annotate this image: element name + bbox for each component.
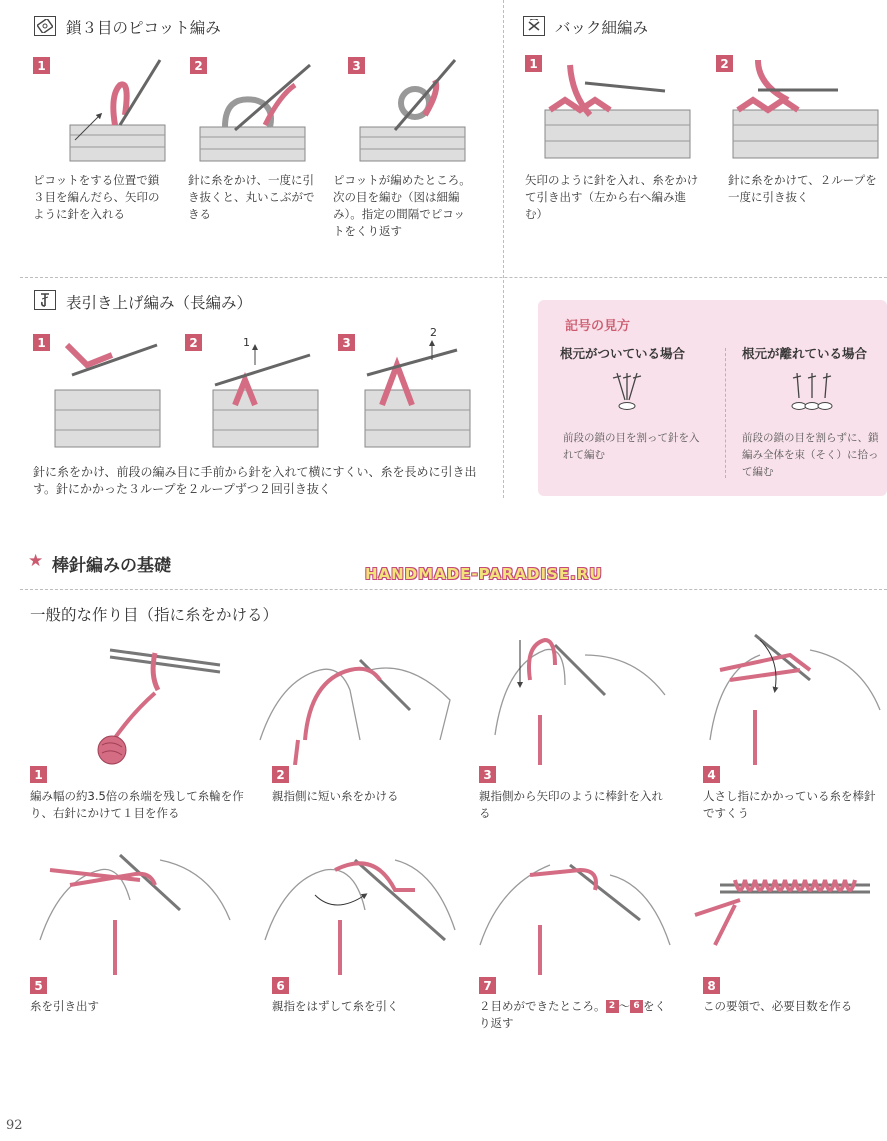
knit-step-1-number: 1 [30,766,47,783]
front-post-title: 表引き上げ編み（長編み） [66,294,253,312]
symbol-guide-right-heading: 根元が離れている場合 [742,346,868,361]
knit-step-7-range-to: 6 [630,1000,643,1013]
picot-step-2-illustration [195,55,315,165]
front-post-step-3-number: 3 [338,334,355,351]
knit-step-1-caption: 編み幅の約3.5倍の糸端を残して糸輪を作り、右針にかけて１目を作る [30,789,244,820]
page-number: 92 [6,1118,23,1133]
front-post-step-3-illustration [362,335,472,450]
knit-step-4-number: 4 [703,766,720,783]
knit-step-6-caption: 親指をはずして糸を引く [272,999,399,1013]
knit-step-8-number: 8 [703,977,720,994]
front-post-step-2-number: 2 [185,334,202,351]
back-step-1-caption: 矢印のように針を入れ、糸をかけて引き出す（左から右へ編み進む） [525,173,699,221]
attached-base-symbol-icon [605,370,650,420]
column-divider [503,0,504,498]
picot-step-3-caption: ピコットが編めたところ。次の目を編む（図は細編み）。指定の間隔でピコットをくり返す [333,173,471,238]
back-crochet-symbol-icon [523,16,545,36]
symbol-guide-right-text: 前段の鎖の目を割らずに、鎖編み全体を束（そく）に拾って編む [742,432,879,478]
picot-step-2-caption: 針に糸をかけ、一度に引き抜くと、丸いこぶができる [188,173,315,221]
knit-step-4-illustration [700,630,887,765]
knit-step-5-number: 5 [30,977,47,994]
front-post-step-1-number: 1 [33,334,50,351]
knit-step-7-text-after: をくり返す [479,999,666,1030]
knit-step-4-caption: 人さし指にかかっている糸を棒針ですくう [703,789,876,820]
knit-step-2-caption: 親指側に短い糸をかける [272,789,399,803]
knit-step-5-illustration [30,840,240,975]
knit-step-7-illustration [470,845,680,975]
picot-title: 鎖３目のピコット編み [66,19,221,37]
picot-step-3-illustration [355,55,470,165]
knit-step-3-illustration [485,625,675,765]
knit-step-3-number: 3 [479,766,496,783]
back-step-2-illustration [728,55,883,165]
knit-step-8-caption: この要領で、必要目数を作る [703,999,853,1013]
knit-step-3-caption: 親指側から矢印のように棒針を入れる [479,789,663,820]
symbol-guide-title: 記号の見方 [565,319,631,334]
knitting-section-title: 棒針編みの基礎 [52,556,171,576]
knit-step-7-number: 7 [479,977,496,994]
picot-step-1-caption: ピコットをする位置で鎖３目を編んだら、矢印のように針を入れる [33,173,160,221]
back-step-2-number: 2 [716,55,733,72]
knit-step-5-caption: 糸を引き出す [30,999,99,1013]
knit-step-6-number: 6 [272,977,289,994]
separated-base-symbol-icon [785,370,840,420]
symbol-guide-left-heading: 根元がついている場合 [560,346,686,361]
picot-step-2-number: 2 [190,57,207,74]
back-step-1-illustration [540,55,695,165]
back-step-1-number: 1 [525,55,542,72]
symbol-guide-left-text: 前段の鎖の目を割って針を入れて編む [563,432,700,461]
knit-step-7-range-from: 2 [606,1000,619,1013]
knit-step-2-illustration [250,640,460,765]
front-post-arrow-label-2: 2 [430,326,437,339]
front-post-caption: 針に糸をかけ、前段の編み目に手前から針を入れて横にすくい、糸を長めに引き出す。針にかかった３ループを２ループずつ２回引き抜く [33,465,477,496]
row-divider [20,277,887,278]
knit-step-7-range-sep: 〜 [618,999,630,1013]
knit-step-1-illustration [70,635,230,770]
symbol-guide-divider [725,348,726,478]
knit-step-8-illustration [690,870,887,950]
front-post-symbol-icon [34,290,56,310]
knitting-subtitle: 一般的な作り目（指に糸をかける） [30,606,279,624]
picot-step-1-illustration [60,55,170,165]
knit-step-6-illustration [255,840,465,975]
knit-step-7-text-before: ２目めができたところ。 [479,999,606,1013]
watermark: HANDMADE-PARADISE.RU [365,565,603,583]
front-post-step-2-illustration [210,335,320,450]
star-icon: ★ [28,551,44,571]
knit-step-2-number: 2 [272,766,289,783]
knitting-divider [20,589,887,590]
picot-symbol-icon [34,16,56,36]
front-post-step-1-illustration [52,335,162,450]
front-post-arrow-label-1: 1 [243,336,250,349]
picot-step-1-number: 1 [33,57,50,74]
back-crochet-title: バック細編み [555,19,649,37]
knit-step-7-caption [479,998,674,1032]
picot-step-3-number: 3 [348,57,365,74]
back-step-2-caption: 針に糸をかけて、２ループを一度に引き抜く [728,173,877,204]
